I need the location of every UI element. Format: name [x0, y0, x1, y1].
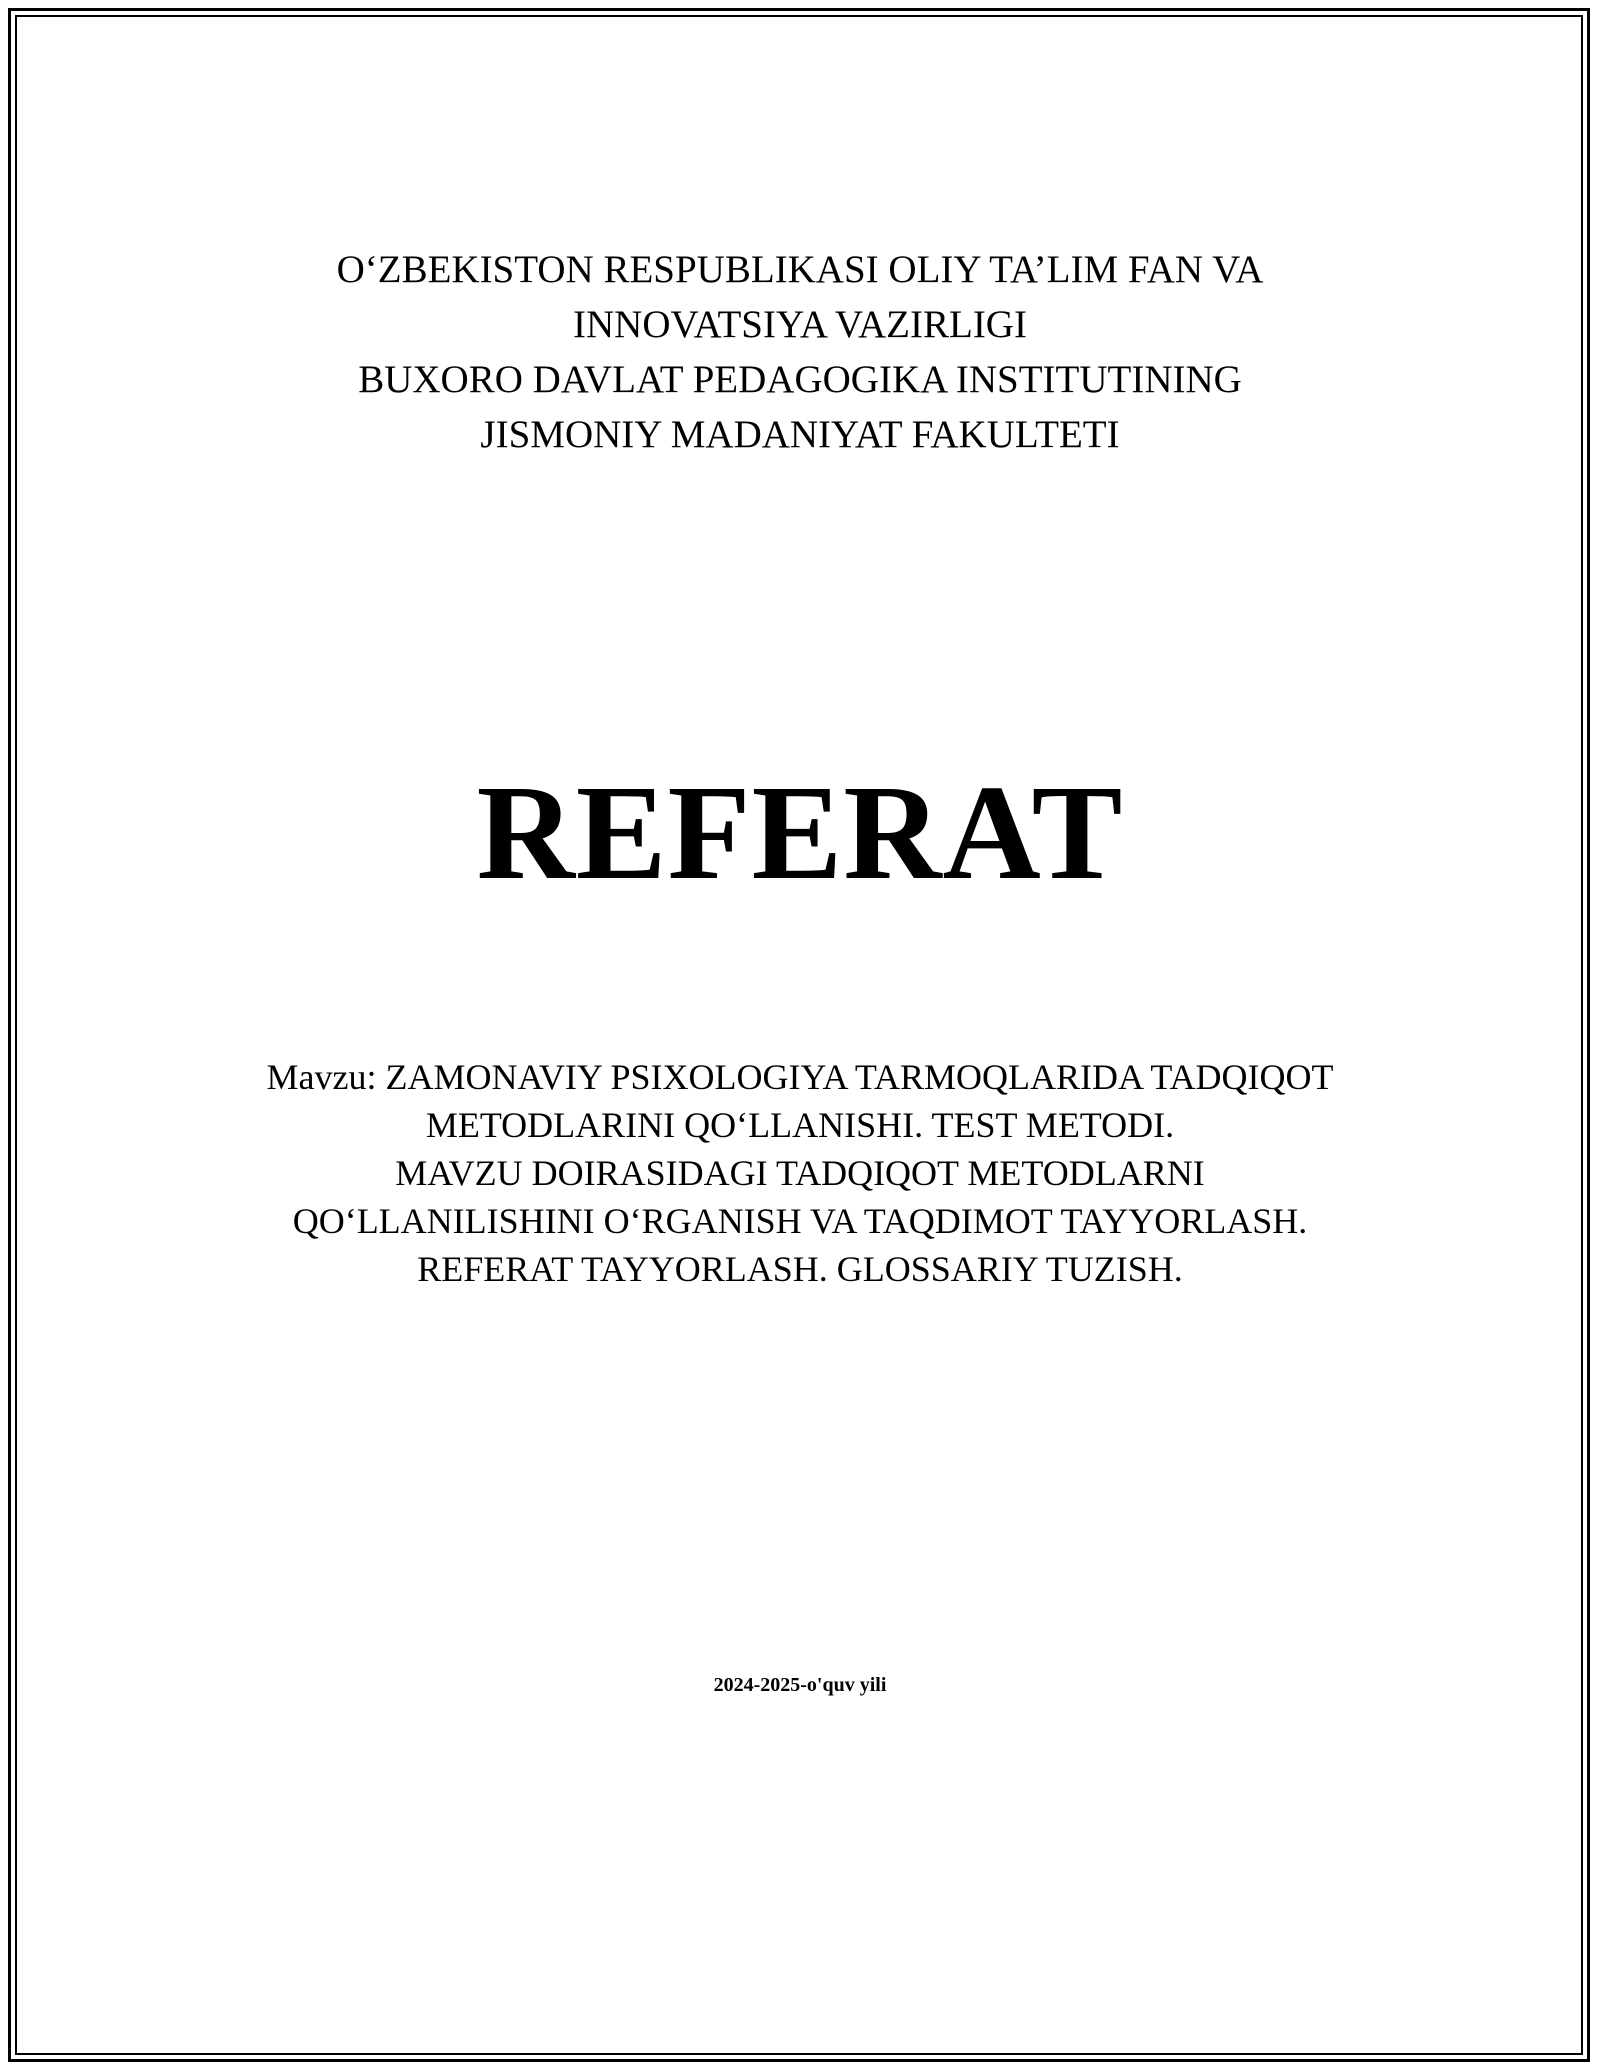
topic-line: REFERAT TAYYORLASH. GLOSSARIY TUZISH. [417, 1249, 1183, 1289]
topic-line: Mavzu: ZAMONAVIY PSIXOLOGIYA TARMOQLARIDA TADQIQOT [266, 1057, 1334, 1097]
academic-year: 2024-2025-o'quv yili [713, 1674, 887, 1696]
topic-line: QO‘LLANILISHINI O‘RGANISH VA TAQDIMOT TAYYORLASH. [292, 1201, 1308, 1241]
header-line: INNOVATSIYA VAZIRLIGI [573, 303, 1027, 346]
document-title: REFERAT [476, 758, 1124, 908]
topic-block [0, 1053, 1600, 1293]
institution-header [0, 242, 1600, 462]
header-line: O‘ZBEKISTON RESPUBLIKASI OLIY TA’LIM FAN VA [336, 248, 1264, 291]
header-line: BUXORO DAVLAT PEDAGOGIKA INSTITUTINING [358, 358, 1242, 401]
topic-line: MAVZU DOIRASIDAGI TADQIQOT METODLARNI [395, 1153, 1205, 1193]
header-line: JISMONIY MADANIYAT FAKULTETI [480, 413, 1120, 456]
topic-line: METODLARINI QO‘LLANISHI. TEST METODI. [425, 1105, 1175, 1145]
